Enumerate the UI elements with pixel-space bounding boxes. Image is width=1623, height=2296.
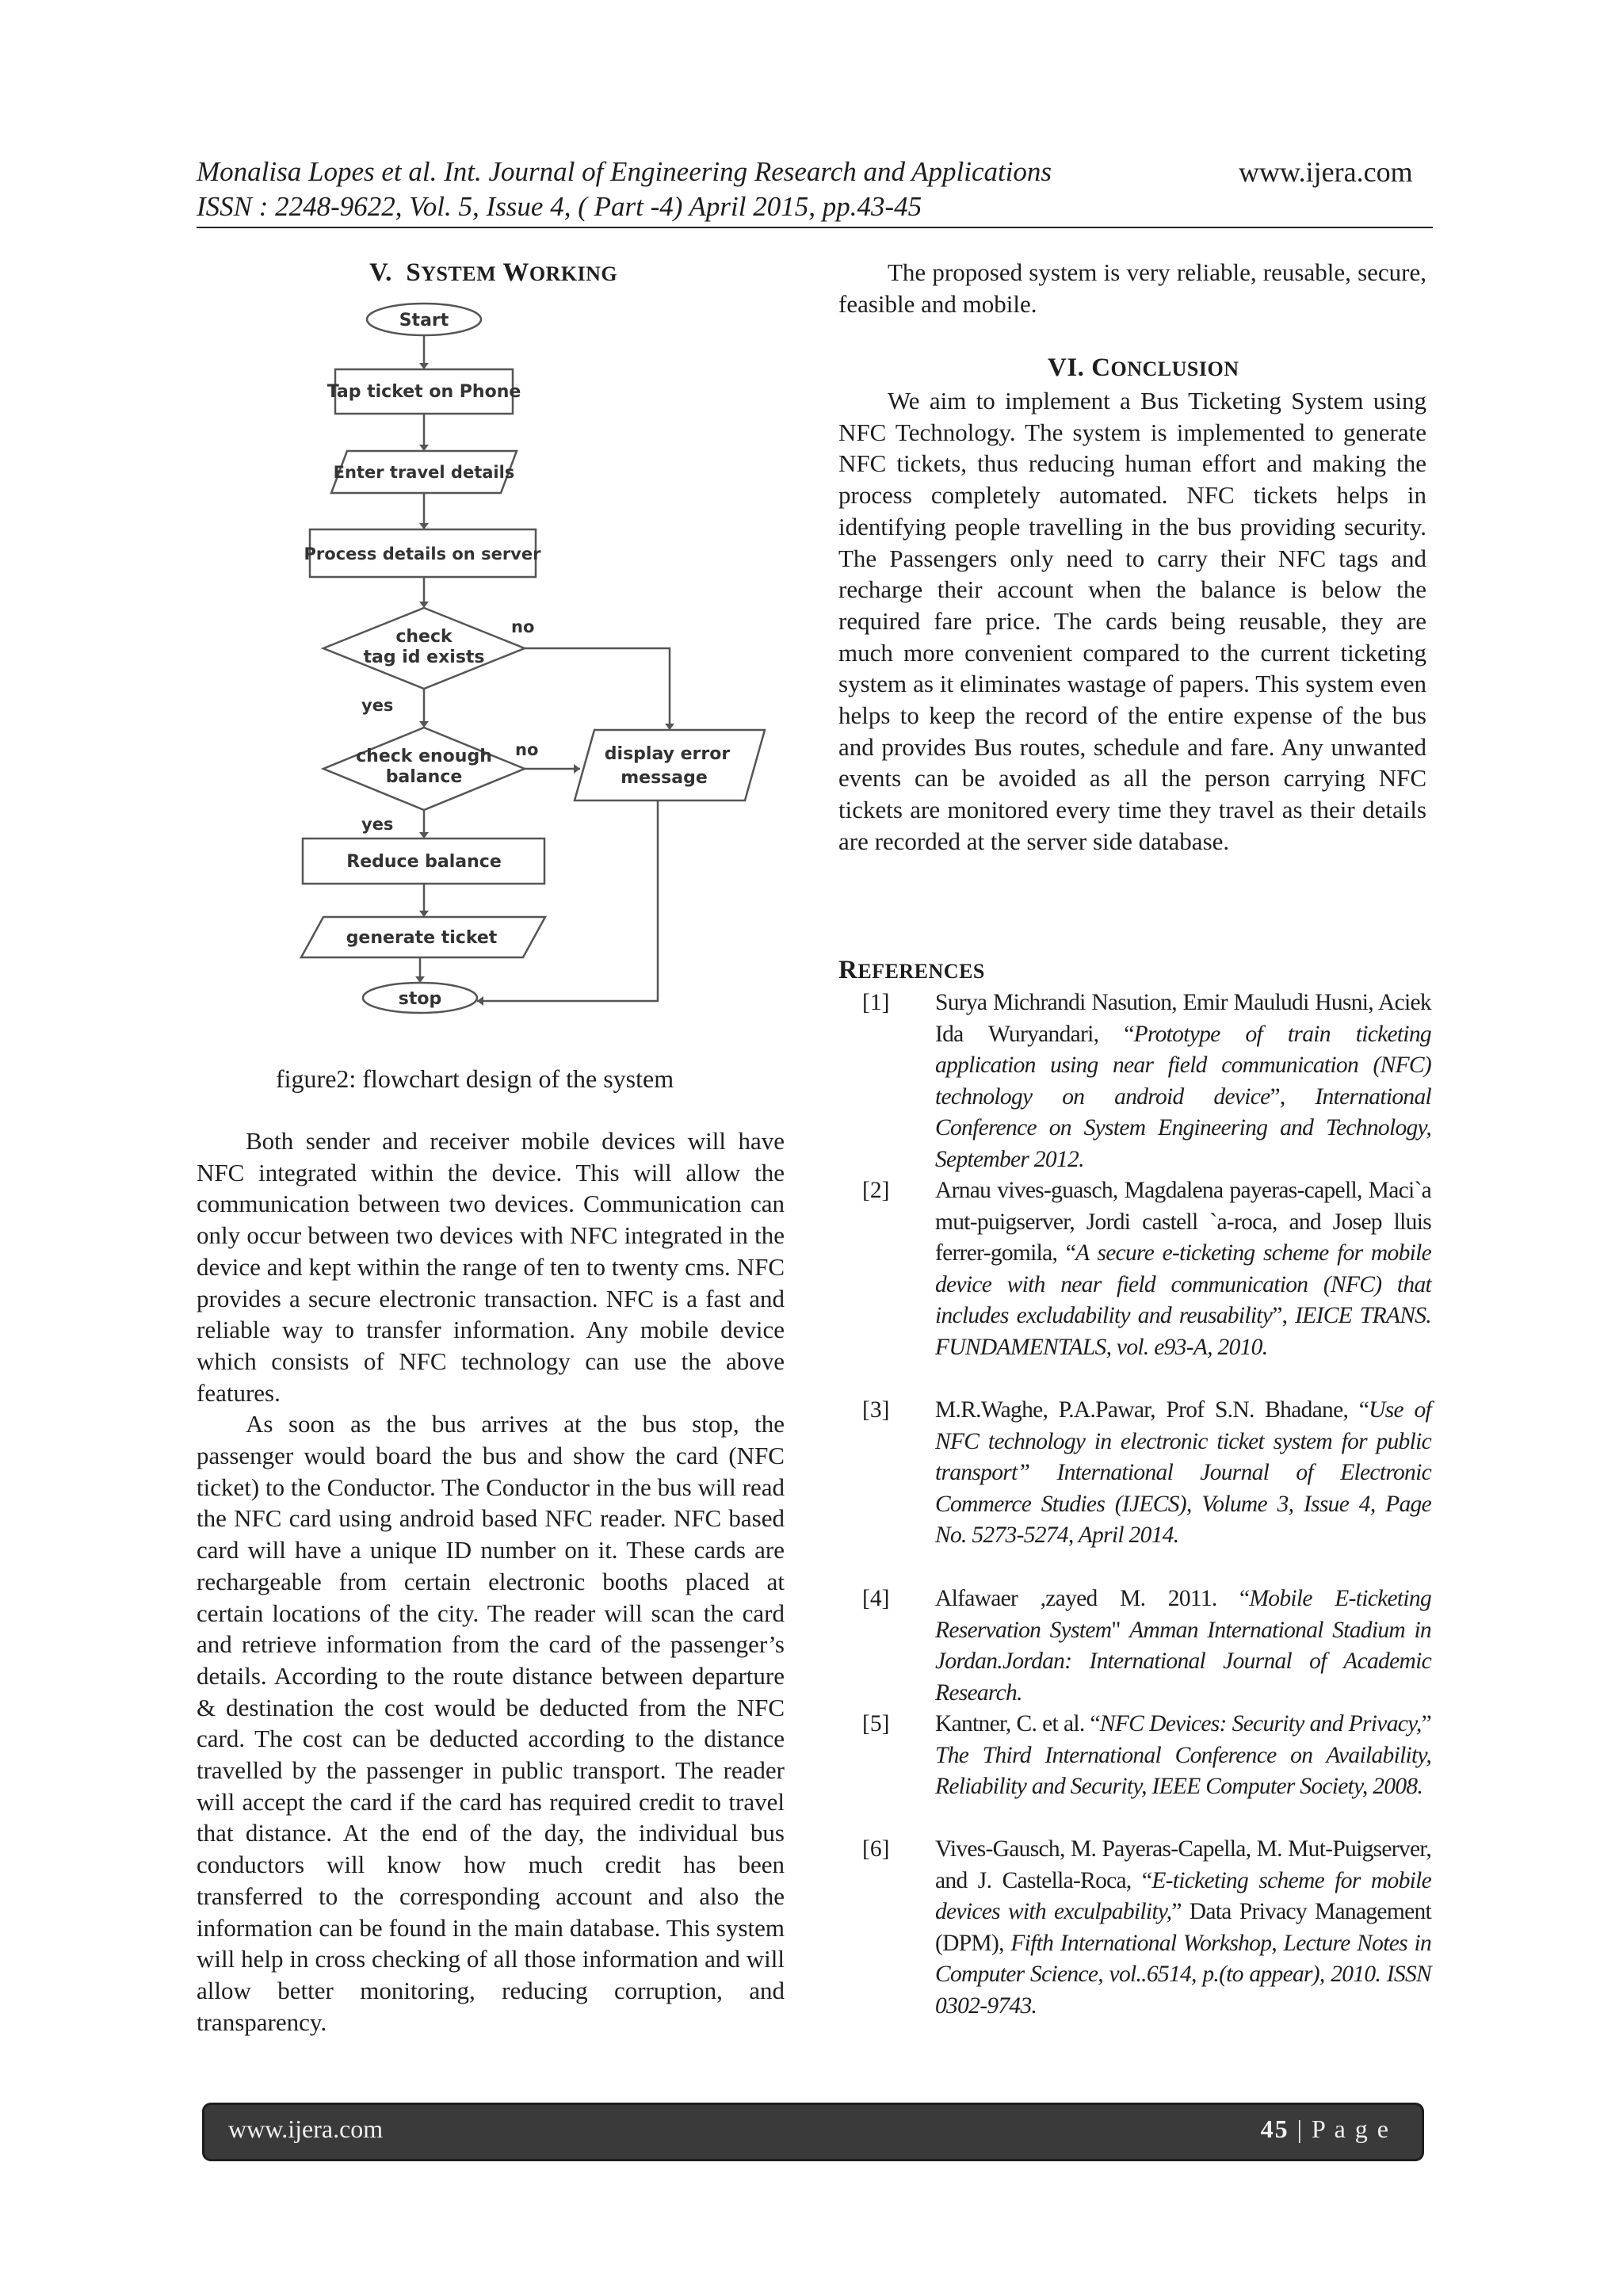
footer-page-number: 45 | P a g e <box>1260 2115 1390 2143</box>
header-rule <box>197 227 1433 228</box>
flow-stop-label: stop <box>398 989 442 1009</box>
flowchart-diagram <box>285 293 792 1030</box>
flow-tap-label: Tap ticket on Phone <box>327 382 521 402</box>
header-website: www.ijera.com <box>1239 156 1413 188</box>
flow-error-box <box>575 730 765 800</box>
flow-generate-label: generate ticket <box>346 928 498 948</box>
figure-caption: figure2: flowchart design of the system <box>276 1064 674 1093</box>
flow-error-label-1: display error <box>604 744 731 764</box>
paragraph-conclusion: We aim to implement a Bus Ticketing System using NFC Technology. The system is implemented to generate NFC tickets, thus reducing human effort and making the process completely automated. NFC tickets helps in identifying people travelling in the bus providing security. The Passengers only need to carry their NFC tags and recharge their account when the balance is below the required fare price. The cards being reusable, they are much more convenient compared to the current ticketing system as it eliminates wastage of papers. This system even helps to keep the record of the entire expense of the bus and provides Bus routes, schedule and fare. Any unwanted events can be avoided as all the person carrying NFC tickets are monitored every time they travel as their details are recorded at the server side database. <box>838 387 1426 855</box>
flow-yes2-label: yes <box>361 815 394 834</box>
flow-yes1-label: yes <box>361 696 394 715</box>
flow-check2-label-1: check enough <box>356 747 492 766</box>
flow-no2-label: no <box>515 740 539 759</box>
section-v-title: V. SYSTEM WORKING <box>369 258 618 287</box>
flow-start-label: Start <box>399 311 449 330</box>
header-journal-title: Monalisa Lopes et al. Int. Journal of Engineering Research and Applications <box>197 156 1052 187</box>
flow-check2-label-2: balance <box>385 767 463 787</box>
paragraph-bus-boarding: As soon as the bus arrives at the bus stop, the passenger would board the bus and show the card (NFC ticket) to the Conductor. The Conductor in the bus will read the NFC card using android based NFC reader. NFC based card will have a unique ID number on it. These cards are rechargeable from certain electronic booths placed at certain locations of the city. The reader will scan the card and retrieve information from the card of the passenger’s details. According to the route distance between departure & destination the cost would be deducted from the NFC card. The cost can be deducted according to the distance travelled by the passenger in public transport. The reader will accept the card if the card has required credit to travel that distance. At the end of the day, the individual bus conductors will know how much credit has been transferred to the corresponding account and also the information can be found in the main database. This system will help in cross checking of all those information and will allow better monitoring, reducing corruption, and transparency. <box>197 1410 785 2036</box>
section-vi-title: VI. CONCLUSION <box>1048 353 1239 382</box>
flow-process-label: Process details on server <box>304 544 541 563</box>
flow-check1-label-2: tag id exists <box>363 648 485 667</box>
flow-no1-label: no <box>511 617 535 636</box>
paragraph-proposed-system: The proposed system is very reliable, reusable, secure, feasible and mobile. <box>838 258 1426 318</box>
right-column-intro <box>838 257 1426 319</box>
references-title: REFERENCES <box>838 956 985 984</box>
left-column-body <box>197 1125 785 2038</box>
paragraph-nfc-devices: Both sender and receiver mobile devices will have NFC integrated within the device. This will allow the communication between two devices. Communication can only occur between two devices with NFC integrated in the device and kept within the range of ten to twenty cms. NFC provides a secure electronic transaction. NFC is a fast and reliable way to transfer information. Any mobile device which consists of NFC technology can use the above features. <box>197 1127 785 1407</box>
flow-error-label-2: message <box>621 768 708 788</box>
footer-website: www.ijera.com <box>228 2115 384 2143</box>
flow-reduce-label: Reduce balance <box>346 852 502 872</box>
page-footer <box>204 2105 1422 2159</box>
flow-enter-label: Enter travel details <box>333 463 515 482</box>
conclusion-body <box>838 385 1426 858</box>
flow-check1-label-1: check <box>395 627 453 647</box>
header-issn: ISSN : 2248-9622, Vol. 5, Issue 4, ( Part -4) April 2015, pp.43-45 <box>197 191 922 222</box>
